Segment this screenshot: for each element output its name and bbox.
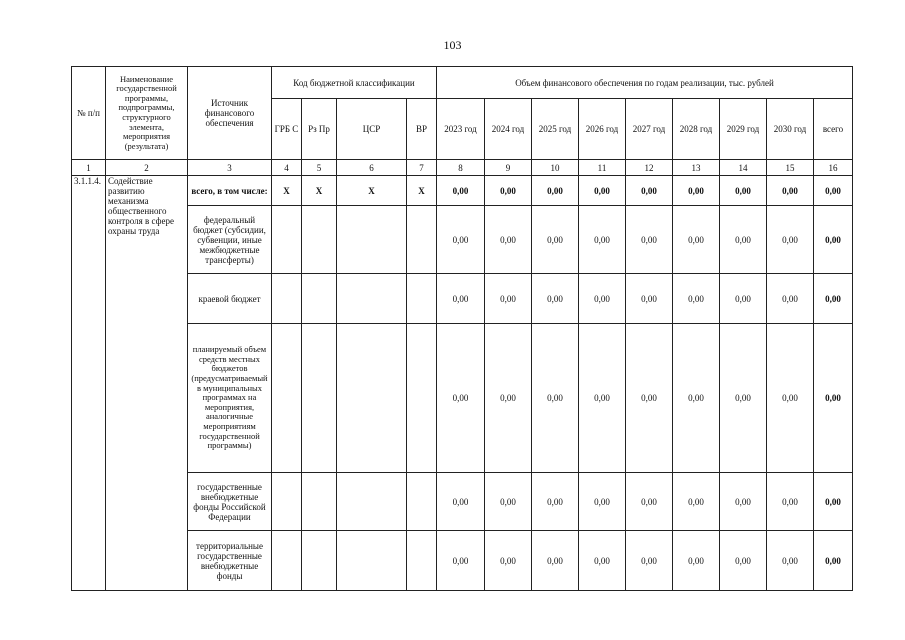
- value-cell: 0,00: [767, 176, 814, 206]
- value-cell: 0,00: [626, 324, 673, 473]
- value-cell: 0,00: [673, 176, 720, 206]
- header-year-6: 2029 год: [720, 99, 767, 160]
- column-number: 14: [720, 160, 767, 176]
- table-row: [72, 324, 853, 473]
- value-cell: 0,00: [532, 206, 579, 274]
- table-body: [72, 176, 853, 591]
- column-number: 8: [437, 160, 485, 176]
- value-cell: 0,00: [673, 531, 720, 591]
- value-cell: 0,00: [720, 274, 767, 324]
- source-cell: территориальные государственные внебюджетные фонды: [188, 531, 272, 591]
- header-finance: Объем финансового обеспечения по годам реализации, тыс. рублей: [437, 67, 853, 99]
- code-cell: [302, 324, 337, 473]
- finance-table: [71, 66, 853, 591]
- value-cell: 0,00: [532, 531, 579, 591]
- column-number: 10: [532, 160, 579, 176]
- total-cell: 0,00: [814, 324, 853, 473]
- header-budget-codes: Код бюджетной классификации: [272, 67, 437, 99]
- value-cell: 0,00: [720, 176, 767, 206]
- header-year-3: 2026 год: [579, 99, 626, 160]
- value-cell: 0,00: [485, 473, 532, 531]
- column-number: 13: [673, 160, 720, 176]
- value-cell: 0,00: [767, 324, 814, 473]
- value-cell: 0,00: [485, 531, 532, 591]
- value-cell: 0,00: [673, 274, 720, 324]
- value-cell: 0,00: [767, 531, 814, 591]
- code-cell: [407, 324, 437, 473]
- table-row: [72, 473, 853, 531]
- header-year-8: всего: [814, 99, 853, 160]
- column-number: 16: [814, 160, 853, 176]
- value-cell: 0,00: [532, 473, 579, 531]
- value-cell: 0,00: [437, 531, 485, 591]
- value-cell: 0,00: [767, 274, 814, 324]
- header-code-3: ВР: [407, 99, 437, 160]
- code-cell: [337, 274, 407, 324]
- value-cell: 0,00: [720, 531, 767, 591]
- value-cell: 0,00: [673, 324, 720, 473]
- header-name: Наименование государственной программы, подпрограммы, структурного элемента, мероприятия (результата): [106, 67, 188, 160]
- item-number: 3.1.1.4.: [72, 176, 106, 591]
- column-number: 9: [485, 160, 532, 176]
- header-number: № п/п: [72, 67, 106, 160]
- code-cell: [272, 473, 302, 531]
- header-year-2: 2025 год: [532, 99, 579, 160]
- value-cell: 0,00: [579, 531, 626, 591]
- value-cell: 0,00: [579, 473, 626, 531]
- code-cell: X: [337, 176, 407, 206]
- header-year-4: 2027 год: [626, 99, 673, 160]
- code-cell: X: [407, 176, 437, 206]
- code-cell: [272, 206, 302, 274]
- value-cell: 0,00: [626, 206, 673, 274]
- value-cell: 0,00: [437, 473, 485, 531]
- value-cell: 0,00: [673, 206, 720, 274]
- code-cell: [407, 206, 437, 274]
- value-cell: 0,00: [485, 274, 532, 324]
- code-cell: [302, 206, 337, 274]
- value-cell: 0,00: [720, 473, 767, 531]
- header-source: Источник финансового обеспечения: [188, 67, 272, 160]
- header-code-0: ГРБ С: [272, 99, 302, 160]
- total-cell: 0,00: [814, 473, 853, 531]
- table-row: [72, 176, 853, 206]
- total-cell: 0,00: [814, 274, 853, 324]
- code-cell: [272, 324, 302, 473]
- code-cell: [407, 473, 437, 531]
- code-cell: X: [302, 176, 337, 206]
- value-cell: 0,00: [485, 206, 532, 274]
- code-cell: [337, 206, 407, 274]
- code-cell: [302, 274, 337, 324]
- code-cell: [302, 531, 337, 591]
- value-cell: 0,00: [437, 206, 485, 274]
- source-cell: всего, в том числе:: [188, 176, 272, 206]
- value-cell: 0,00: [626, 176, 673, 206]
- value-cell: 0,00: [626, 531, 673, 591]
- source-cell: краевой бюджет: [188, 274, 272, 324]
- item-name: Содействие развитию механизма общественного контроля в сфере охраны труда: [106, 176, 188, 591]
- value-cell: 0,00: [437, 324, 485, 473]
- code-cell: X: [272, 176, 302, 206]
- source-cell: федеральный бюджет (субсидии, субвенции, иные межбюджетные трансферты): [188, 206, 272, 274]
- column-number: 4: [272, 160, 302, 176]
- header-year-1: 2024 год: [485, 99, 532, 160]
- value-cell: 0,00: [720, 206, 767, 274]
- table-row: [72, 206, 853, 274]
- source-cell: государственные внебюджетные фонды Российской Федерации: [188, 473, 272, 531]
- value-cell: 0,00: [673, 473, 720, 531]
- value-cell: 0,00: [720, 324, 767, 473]
- header-numbers-row: [72, 160, 853, 176]
- value-cell: 0,00: [437, 176, 485, 206]
- code-cell: [272, 531, 302, 591]
- value-cell: 0,00: [579, 206, 626, 274]
- code-cell: [272, 274, 302, 324]
- source-cell: планируемый объем средств местных бюджетов (предусматриваемый в муниципальных программах на мероприятия, аналогичные мероприятиям государственной программы): [188, 324, 272, 473]
- value-cell: 0,00: [579, 324, 626, 473]
- column-number: 2: [106, 160, 188, 176]
- value-cell: 0,00: [767, 473, 814, 531]
- header-code-1: Рз Пр: [302, 99, 337, 160]
- header-code-2: ЦСР: [337, 99, 407, 160]
- page-number: 103: [443, 38, 462, 52]
- column-number: 11: [579, 160, 626, 176]
- value-cell: 0,00: [437, 274, 485, 324]
- value-cell: 0,00: [532, 176, 579, 206]
- value-cell: 0,00: [626, 274, 673, 324]
- code-cell: [407, 274, 437, 324]
- column-number: 12: [626, 160, 673, 176]
- total-cell: 0,00: [814, 206, 853, 274]
- table-row: [72, 274, 853, 324]
- total-cell: 0,00: [814, 176, 853, 206]
- value-cell: 0,00: [579, 176, 626, 206]
- header-year-5: 2028 год: [673, 99, 720, 160]
- column-number: 1: [72, 160, 106, 176]
- value-cell: 0,00: [532, 274, 579, 324]
- code-cell: [337, 324, 407, 473]
- value-cell: 0,00: [626, 473, 673, 531]
- value-cell: 0,00: [579, 274, 626, 324]
- code-cell: [337, 531, 407, 591]
- column-number: 7: [407, 160, 437, 176]
- value-cell: 0,00: [485, 176, 532, 206]
- column-number: 6: [337, 160, 407, 176]
- header-year-0: 2023 год: [437, 99, 485, 160]
- column-number: 5: [302, 160, 337, 176]
- code-cell: [407, 531, 437, 591]
- code-cell: [337, 473, 407, 531]
- total-cell: 0,00: [814, 531, 853, 591]
- column-number: 15: [767, 160, 814, 176]
- value-cell: 0,00: [767, 206, 814, 274]
- value-cell: 0,00: [485, 324, 532, 473]
- header-year-7: 2030 год: [767, 99, 814, 160]
- code-cell: [302, 473, 337, 531]
- value-cell: 0,00: [532, 324, 579, 473]
- column-number: 3: [188, 160, 272, 176]
- table-row: [72, 531, 853, 591]
